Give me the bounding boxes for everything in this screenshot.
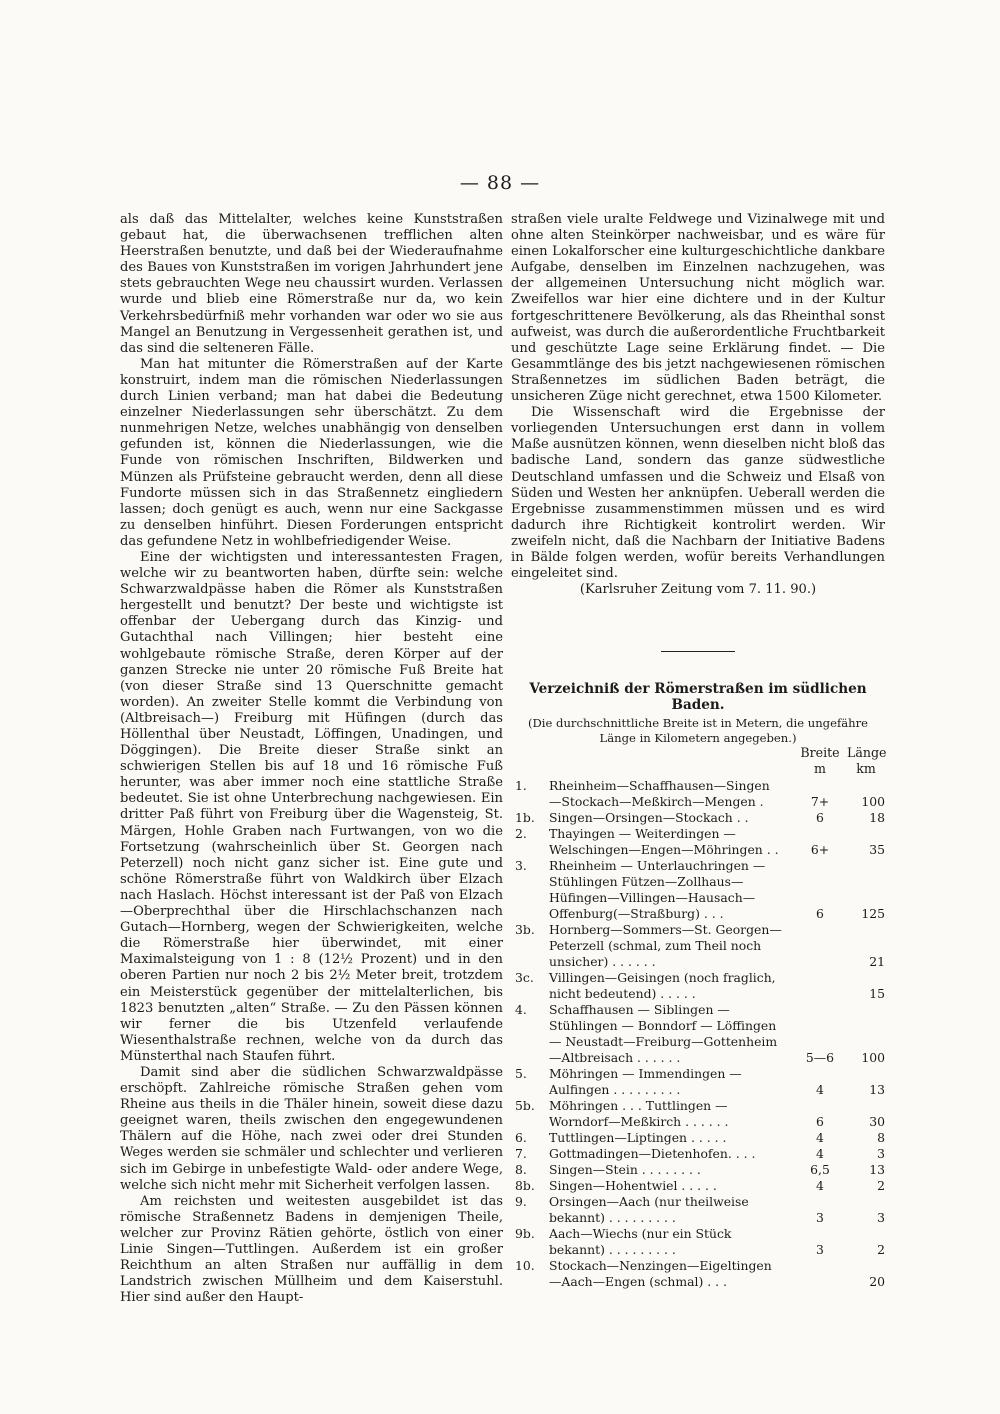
table-row: 5b. Möhringen . . . Tuttlingen — Worndorf—Meßkirch . . . . . . 6 30 [515, 1098, 885, 1130]
table-row: 8b. Singen—Hohentwiel . . . . . 4 2 [515, 1178, 885, 1194]
paragraph: straßen viele uralte Feldwege und Vizinalwege mit und ohne alten Steinkörper nachweisbar, und es wäre für einen Lokalforscher eine kulturgeschichtliche dankbare Aufgabe, denselben im Einzelnen nachzugehen, was der allgemeinen Untersuchung nicht möglich war. Zweifellos war hier eine dichtere und in der Kultur fortgeschrittenere Bevölkerung, als das Rheinthal sonst aufweist, was durch die außerordentliche Fruchtbarkeit und geschützte Lage seine Erklärung findet. — Die Gesammtlänge des bis jetzt nachgewiesenen römischen Straßennetzes im südlichen Baden beträgt, die unsicheren Züge nicht gerechnet, etwa 1500 Kilometer. [511, 212, 885, 405]
paragraph: als daß das Mittelalter, welches keine Kunststraßen gebaut hat, die überwachsenen trefflichen alten Heerstraßen benutzte, und daß bei der Wiederaufnahme des Baues von Kunststraßen im vorigen Jahrhundert jene stets gebrauchten Wege neu chaussirt wurden. Verlassen wurde und blieb eine Römerstraße nur da, wo kein Verkehrsbedürfniß mehr vorhanden war oder wo sie aus Mangel an Benutzung in Vergessenheit gerathen ist, und das sind die selteneren Fälle. [120, 212, 503, 356]
table-row: 9. Orsingen—Aach (nur theilweise bekannt) . . . . . . . . . 3 3 [515, 1194, 885, 1226]
table-row: 6. Tuttlingen—Liptingen . . . . . 4 8 [515, 1130, 885, 1146]
table-row: 10. Stockach—Nenzingen—Eigeltingen —Aach—Engen (schmal) . . . 20 [515, 1258, 885, 1290]
table-row: 3b. Hornberg—Sommers—St. Georgen—Peterzell (schmal, zum Theil noch unsicher) . . . . . . 21 [515, 922, 885, 970]
column-header-breite: Breite m [800, 745, 840, 776]
page-number: — 88 — [459, 172, 541, 194]
table-row: 3c. Villingen—Geisingen (noch fraglich, nicht bedeutend) . . . . . 15 [515, 970, 885, 1002]
table-row: 3. Rheinheim — Unterlauchringen — Stühlingen Fützen—Zollhaus— Hüfingen—Villingen—Hausach— Offenburg(—Straßburg) . . . 6 125 [515, 858, 885, 922]
table-body [511, 778, 885, 1290]
table-row: 8. Singen—Stein . . . . . . . . 6,5 13 [515, 1162, 885, 1178]
table-title: Verzeichniß der Römerstraßen im südlichen Baden. [529, 681, 867, 714]
paragraph: Man hat mitunter die Römerstraßen auf der Karte konstruirt, indem man die römischen Niederlassungen durch Linien verband; man hat dabei die Bedeutung einzelner Niederlassungen sehr überschätzt. Zu dem nunmehrigen Netze, welches unabhängig von denselben gefunden ist, können die Niederlassungen, wie die Funde von römischen Inschriften, Bildwerken und Münzen als Prüfsteine gebraucht werden, denn all diese Fundorte müssen sich in das Straßennetz eingliedern lassen; doch genügt es auch, wenn nur eine Sackgasse zu denselben hinführt. Diesen Forderungen entspricht das gefundene Netz in wohlbefriedigender Weise. [120, 356, 503, 549]
right-column [511, 212, 885, 1290]
table-row: 9b. Aach—Wiechs (nur ein Stück bekannt) . . . . . . . . . 3 2 [515, 1226, 885, 1258]
table-row: 5. Möhringen — Immendingen — Aulfingen . . . . . . . . . 4 13 [515, 1066, 885, 1098]
paragraph: Die Wissenschaft wird die Ergebnisse der vorliegenden Untersuchungen erst dann in vollem Maße ausnützen können, wenn dieselben nicht bloß das badische Land, sondern das ganze südwestliche Deutschland umfassen und die Schweiz und Elsaß von Süden und Westen her anknüpfen. Ueberall werden die Ergebnisse zusammenstimmen müssen und es wird dadurch ihre Richtigkeit kontrolirt werden. Wir zweifeln nicht, daß die Nachbarn der Initiative Badens in Bälde folgen werden, wofür bereits Verhandlungen eingeleitet sind. [511, 405, 885, 582]
table-row: 1b. Singen—Orsingen—Stockach . . 6 18 [515, 810, 885, 826]
table-row: 2. Thayingen — Weiterdingen — Welschingen—Engen—Möhringen . . 6+ 35 [515, 826, 885, 858]
table-row: 1. Rheinheim—Schaffhausen—Singen —Stockach—Meßkirch—Mengen . 7+ 100 [515, 778, 885, 810]
table-header [511, 745, 885, 778]
table-row: 7. Gottmadingen—Dietenhofen. . . . 4 3 [515, 1146, 885, 1162]
paragraph: Am reichsten und weitesten ausgebildet ist das römische Straßennetz Badens in demjenigen Theile, welcher zur Provinz Rätien gehörte, östlich von einer Linie Singen—Tuttlingen. Außerdem ist ein großer Reichthum an alten Straßen nur auffällig in dem Landstrich zwischen Müllheim und dem Kaiserstuhl. Hier sind außer den Haupt- [120, 1193, 503, 1306]
table-row: 4. Schaffhausen — Siblingen — Stühlingen — Bonndorf — Löffingen — Neustadt—Freiburg—Gottenheim —Altbreisach . . . . . . 5—6 100 [515, 1002, 885, 1066]
paragraph: Eine der wichtigsten und interessantesten Fragen, welche wir zu beantworten haben, dürfte sein: welche Schwarzwaldpässe haben die Römer als Kunststraßen hergestellt und benutzt? Der beste und wichtigste ist offenbar der Uebergang durch das Kinzig- und Gutachthal nach Villingen; hier besteht eine wohlgebaute römische Straße, deren Körper auf der ganzen Strecke nie unter 20 römische Fuß Breite hat (von dieser Straße sind 13 Querschnitte gemacht worden). An zweiter Stelle kommt die Verbindung von (Altbreisach—) Freiburg mit Hüfingen (durch das Höllenthal über Neustadt, Löffingen, Unadingen, und Döggingen). Die Breite dieser Straße sinkt an schwierigen Stellen bis auf 18 und 16 römische Fuß herunter, was aber immer noch eine stattliche Straße bedeutet. Sie ist ohne Unterbrechung nachgewiesen. Ein dritter Paß führt von Freiburg über die Wagensteig, St. Märgen, Hohle Graben nach Furtwangen, von wo die Fortsetzung (wahrscheinlich über St. Georgen nach Peterzell) noch nicht ganz sicher ist. Eine gute und schöne Römerstraße führt von Waldkirch über Elzach nach Haslach. Höchst interessant ist der Paß von Elzach—Oberprechthal über die Hirschlachschanzen nach Gutach—Hornberg, wegen der Schwierigkeiten, welche die Römerstraße hier überwindet, mit einer Maximalsteigung von 1 : 8 (12½ Prozent) und in den oberen Partien nur noch 2 bis 2½ Meter breit, trotzdem ein Meisterstück gegenüber der mittelalterlichen, bis 1823 benutzten „alten“ Straße. — Zu den Pässen können wir ferner die bis Utzenfeld verlaufende Wiesenthalstraße rechnen, welche von da durch das Münsterthal nach Staufen führt. [120, 549, 503, 1064]
table-note: (Die durchschnittliche Breite ist in Metern, die ungefähre Länge in Kilometern angegeben.) [527, 716, 869, 745]
paragraph: Damit sind aber die südlichen Schwarzwaldpässe erschöpft. Zahlreiche römische Straßen gehen vom Rheine aus theils in die Thäler hinein, soweit diese dazu geeignet waren, theils zwischen den engegewundenen Thälern auf die Höhe, nach zwei oder drei Stunden Weges werden sie schmäler und schlechter und verlieren sich im Gebirge in unbefestigte Wald- oder andere Wege, welche sich nicht mehr mit Sicherheit verfolgen lassen. [120, 1064, 503, 1193]
left-column [120, 212, 503, 1306]
divider [661, 651, 735, 652]
citation: (Karlsruher Zeitung vom 7. 11. 90.) [579, 582, 817, 598]
column-header-laenge: Länge km [847, 745, 887, 776]
